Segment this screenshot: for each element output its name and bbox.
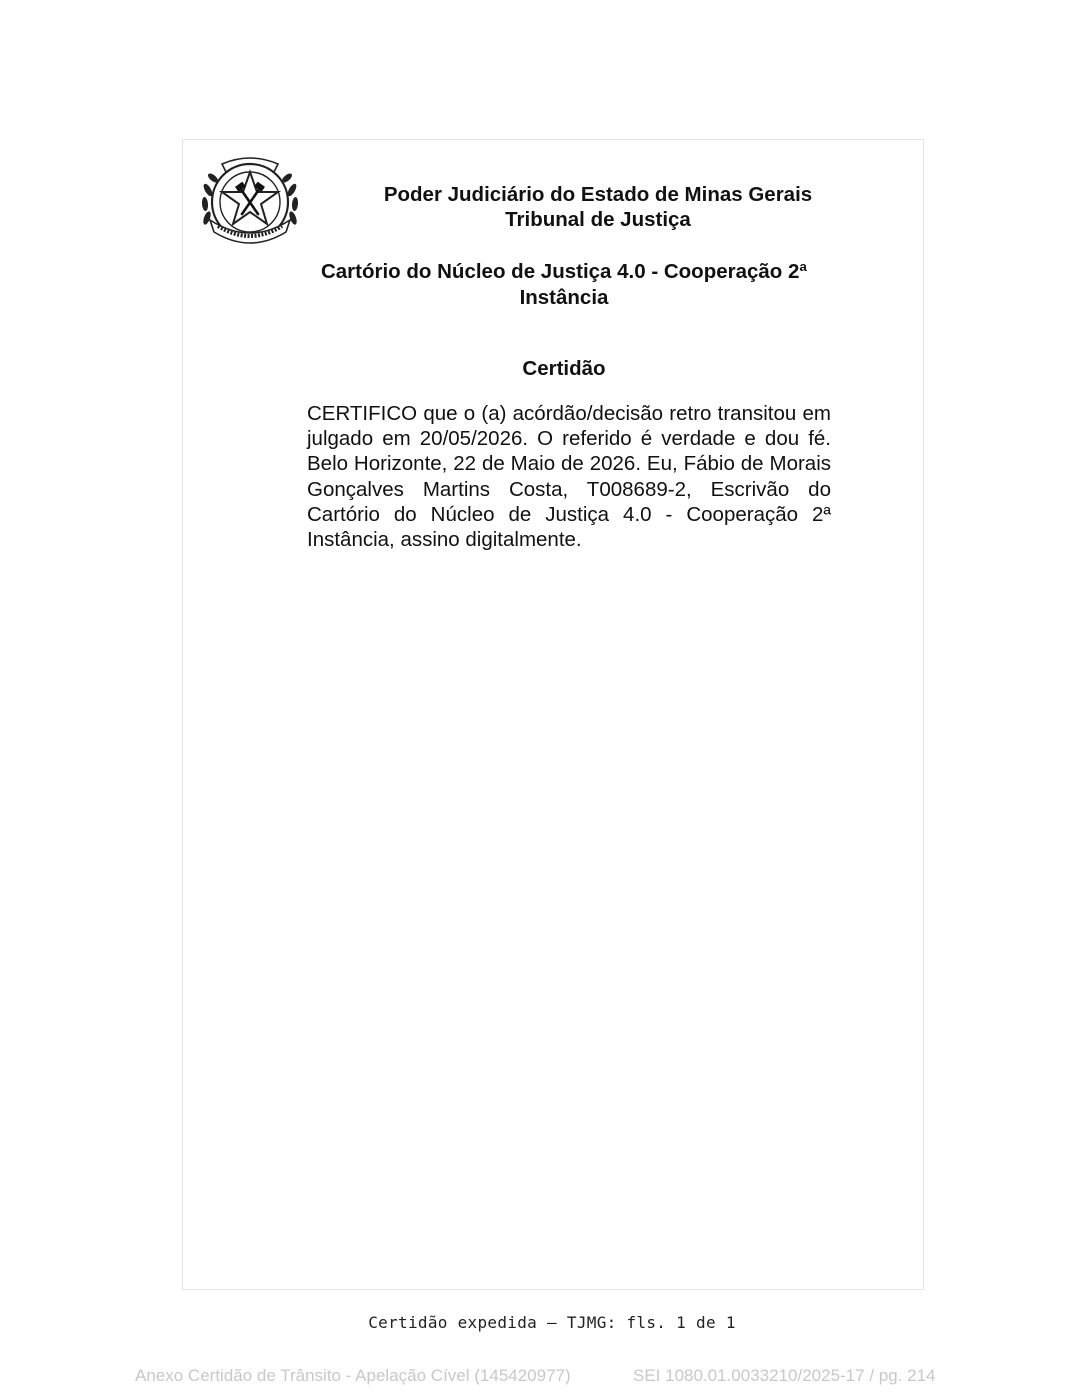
page-frame [182,139,924,1290]
office-title-line2: Instância [519,286,609,309]
coat-of-arms-icon [198,150,302,254]
tribunal-name: Tribunal de Justiça [505,208,691,231]
office-title [302,259,826,311]
court-name: Poder Judiciário do Estado de Minas Gerais [383,183,813,206]
sei-reference: SEI 1080.01.0033210/2025-17 / pg. 214 [633,1366,936,1385]
annex-label: Anexo Certidão de Trânsito - Apelação Cível (145420977) [135,1366,571,1385]
document-title: Certidão [522,357,606,380]
certificate-body: CERTIFICO que o (a) acórdão/decisão retro transitou em julgado em 20/05/2026. O referido é verdade e dou fé. Belo Horizonte, 22 de Maio de 2026. Eu, Fábio de Morais Gonçalves Martins Costa, T008689-2, Escrivão do Cartório do Núcleo de Justiça 4.0 - Cooperação 2ª Instância, assino digitalmente. [307,402,831,552]
office-title-line1: Cartório do Núcleo de Justiça 4.0 - Cooperação 2ª [320,260,808,283]
page-info-footer: Certidão expedida – TJMG: fls. 1 de 1 [368,1313,736,1332]
